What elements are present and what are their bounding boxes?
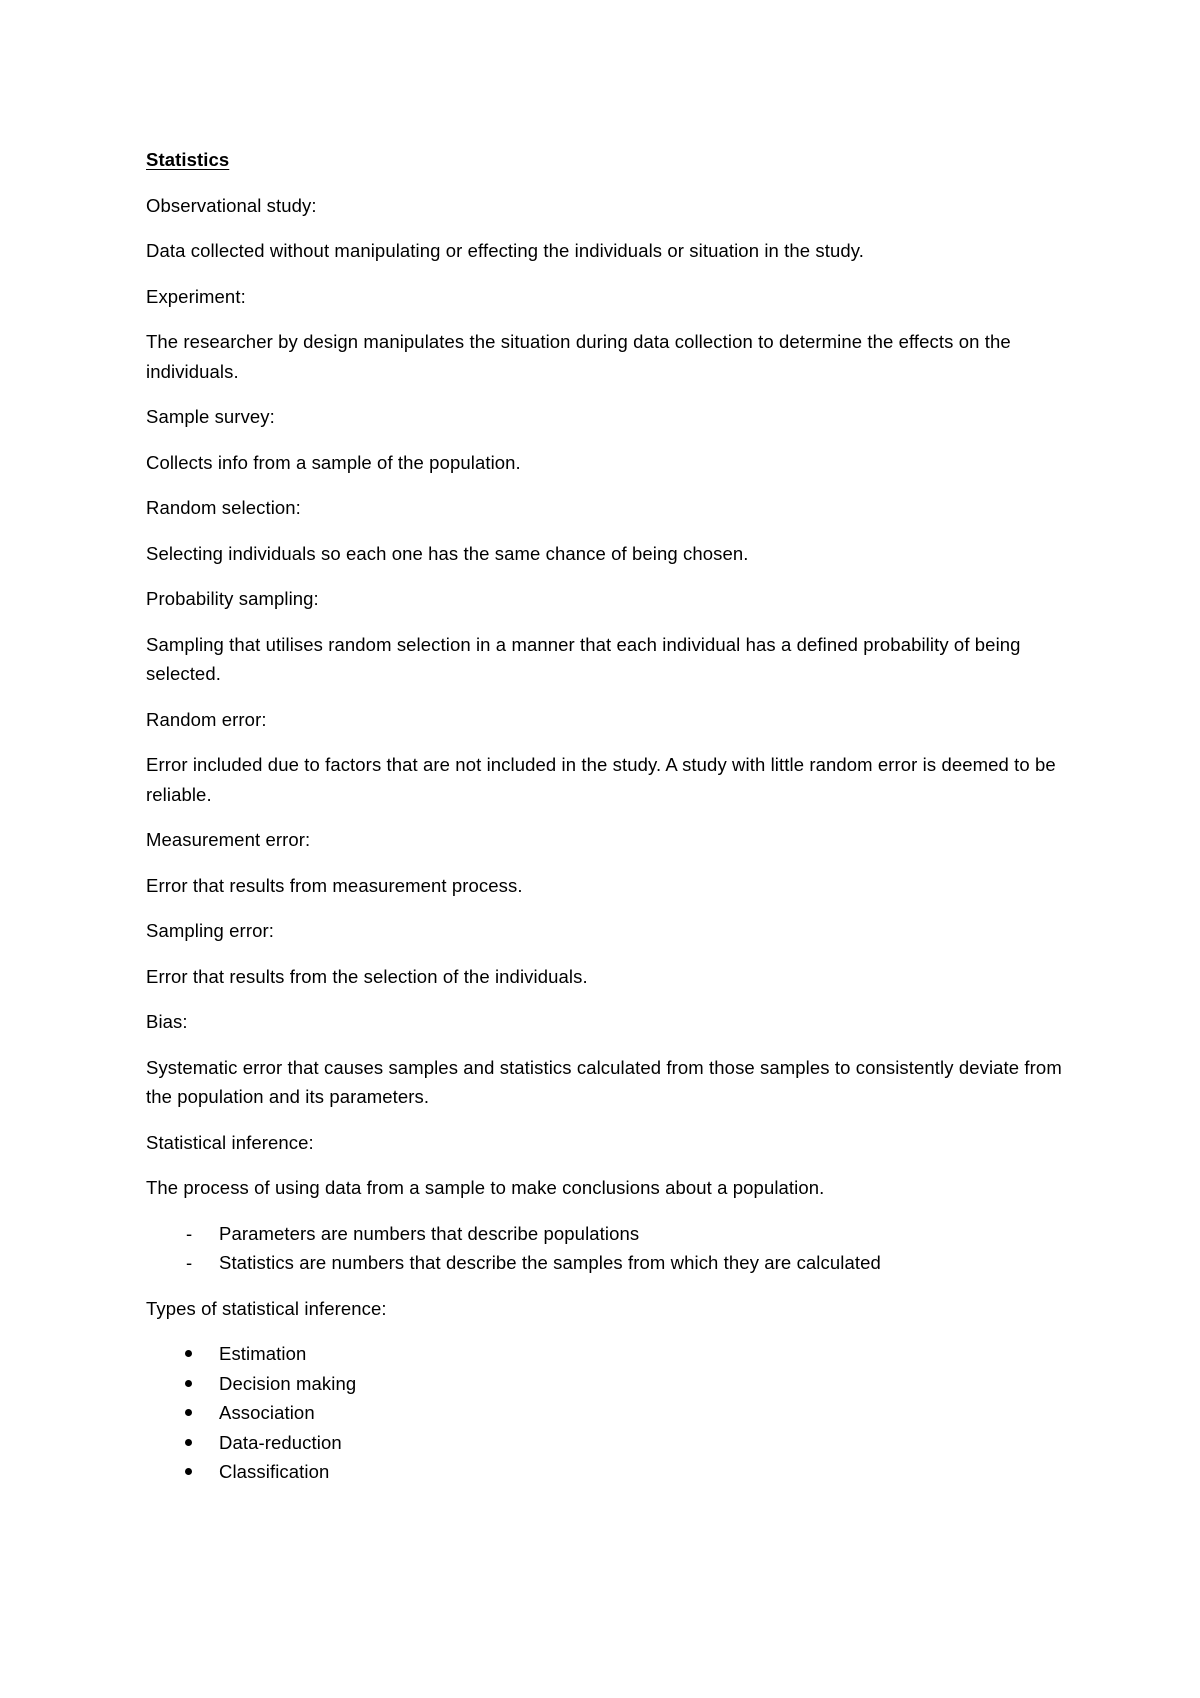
section-text: Error included due to factors that are not included in the study. A study with little random error is deemed to be reliable. (146, 754, 1056, 805)
section-text: Error that results from the selection of the individuals. (146, 965, 588, 987)
section-text: Error that results from measurement process. (146, 874, 523, 896)
types-heading: Types of statistical inference: (146, 1297, 387, 1319)
dash-list-item: - Statistics are numbers that describe the samples from which they are calculated (146, 1248, 1076, 1278)
section-text: The process of using data from a sample to make conclusions about a population. (146, 1177, 825, 1198)
dash-list-item: - Parameters are numbers that describe populations (146, 1219, 1076, 1249)
section-heading: Random error: (146, 708, 267, 730)
section-heading: Probability sampling: (146, 588, 319, 609)
bullet-list-item: Classification (146, 1457, 1076, 1487)
section-heading: Bias: (146, 1011, 188, 1032)
section-heading: Observational study: (146, 194, 317, 216)
section-heading: Sample survey: (146, 406, 275, 427)
bullet-list-item: Decision making (146, 1369, 1076, 1399)
section-heading: Sampling error: (146, 920, 274, 941)
section-heading: Statistical inference: (146, 1131, 314, 1153)
section-text: Collects info from a sample of the population. (146, 451, 521, 473)
bullet-list-item: Association (146, 1398, 1076, 1428)
document-body (146, 145, 1076, 1503)
bullet-list-item: Estimation (146, 1339, 1076, 1369)
section-text: Sampling that utilises random selection in a manner that each individual has a defined probability of being selected. (146, 633, 1021, 684)
section-text: Selecting individuals so each one has the same chance of being chosen. (146, 542, 749, 564)
section-heading: Measurement error: (146, 829, 311, 850)
section-text: The researcher by design manipulates the situation during data collection to determine the effects on the individuals. (146, 331, 1011, 382)
bullet-list (146, 1339, 1076, 1487)
dash-list (146, 1219, 1076, 1278)
document-title: Statistics (146, 149, 230, 170)
bullet-list-item: Data-reduction (146, 1428, 1076, 1458)
section-heading: Random selection: (146, 497, 301, 518)
section-text: Data collected without manipulating or effecting the individuals or situation in the study. (146, 240, 864, 261)
section-text: Systematic error that causes samples and statistics calculated from those samples to consistently deviate from the population and its parameters. (146, 1056, 1062, 1107)
section-heading: Experiment: (146, 285, 246, 307)
